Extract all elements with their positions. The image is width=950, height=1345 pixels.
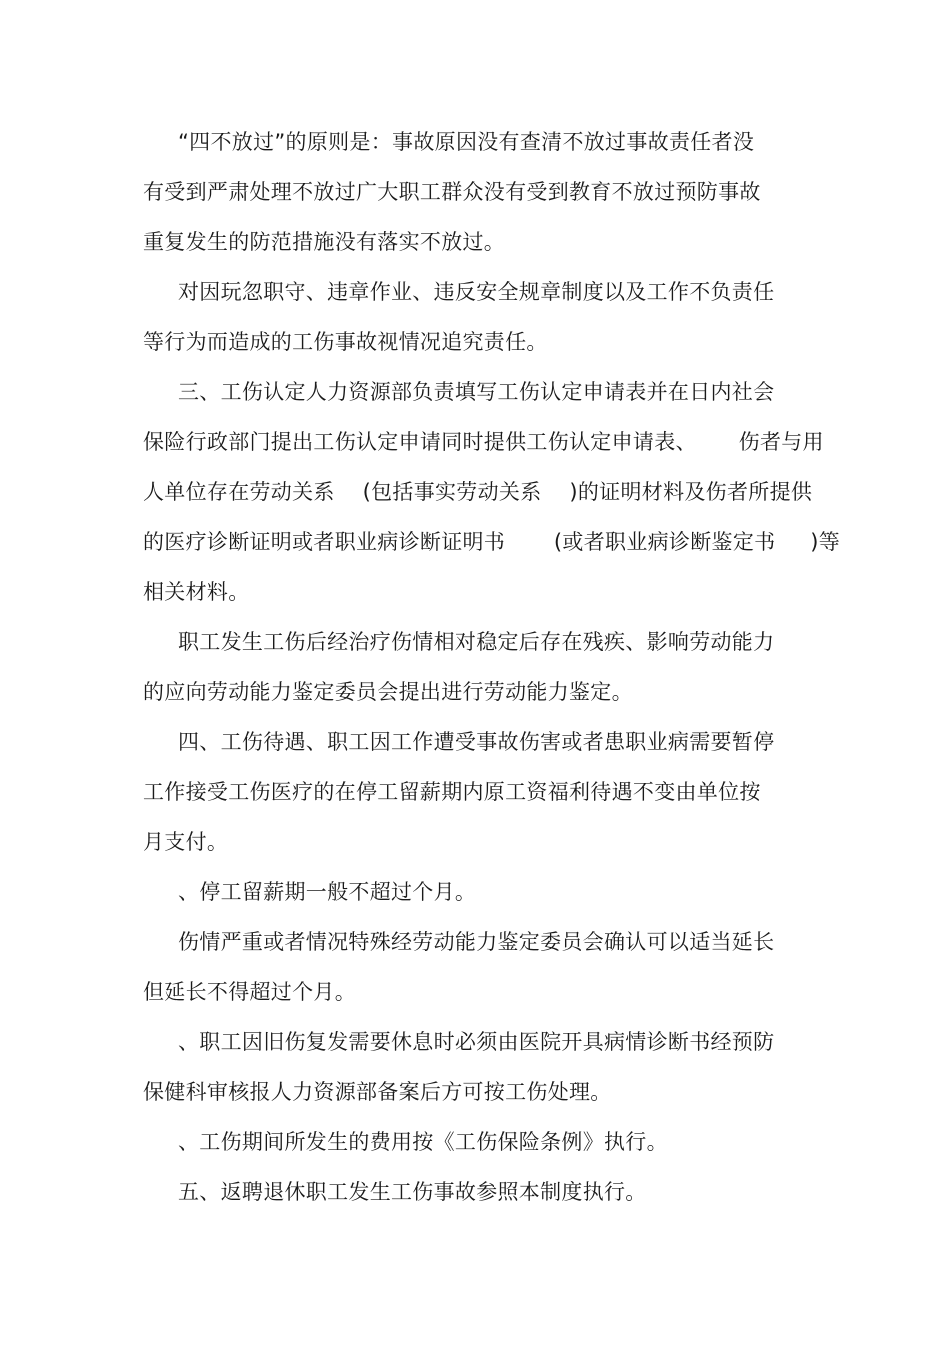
text-line: 职工发生工伤后经治疗伤情相对稳定后存在残疾、影响劳动能力: [178, 630, 775, 654]
text-line: 伤情严重或者情况特殊经劳动能力鉴定委员会确认可以适当延长: [178, 930, 775, 954]
text-line: 重复发生的防范措施没有落实不放过。: [143, 230, 506, 254]
text-line: 的应向劳动能力鉴定委员会提出进行劳动能力鉴定。: [143, 680, 633, 704]
text-line: 等行为而造成的工伤事故视情况追究责任。: [143, 330, 548, 354]
text-line: 三、工伤认定人力资源部负责填写工伤认定申请表并在日内社会: [178, 380, 775, 404]
text-line: 人单位存在劳动关系 (包括事实劳动关系 )的证明材料及伤者所提供: [143, 480, 813, 504]
text-line: 月支付。: [143, 830, 229, 854]
text-line: 四、工伤待遇、职工因工作遭受事故伤害或者患职业病需要暂停: [178, 730, 775, 754]
text-line: 相关材料。: [143, 580, 250, 604]
text-line: “四不放过”的原则是：事故原因没有查清不放过事故责任者没: [178, 130, 755, 154]
text-line: 五、返聘退休职工发生工伤事故参照本制度执行。: [178, 1180, 647, 1204]
text-line: 、停工留薪期一般不超过个月。: [178, 880, 477, 904]
text-line: 有受到严肃处理不放过广大职工群众没有受到教育不放过预防事故: [143, 180, 761, 204]
text-line: 的医疗诊断证明或者职业病诊断证明书 (或者职业病诊断鉴定书 )等: [143, 530, 841, 554]
text-line: 对因玩忽职守、违章作业、违反安全规章制度以及工作不负责任: [178, 280, 775, 304]
text-line: 但延长不得超过个月。: [143, 980, 356, 1004]
text-line: 工作接受工伤医疗的在停工留薪期内原工资福利待遇不变由单位按: [143, 780, 761, 804]
text-line: 、工伤期间所发生的费用按《工伤保险条例》执行。: [178, 1130, 668, 1154]
text-line: 保健科审核报人力资源部备案后方可按工伤处理。: [143, 1080, 612, 1104]
text-line: 、职工因旧伤复发需要休息时必须由医院开具病情诊断书经预防: [178, 1030, 775, 1054]
text-line: 保险行政部门提出工伤认定申请同时提供工伤认定申请表、 伤者与用: [143, 430, 824, 454]
